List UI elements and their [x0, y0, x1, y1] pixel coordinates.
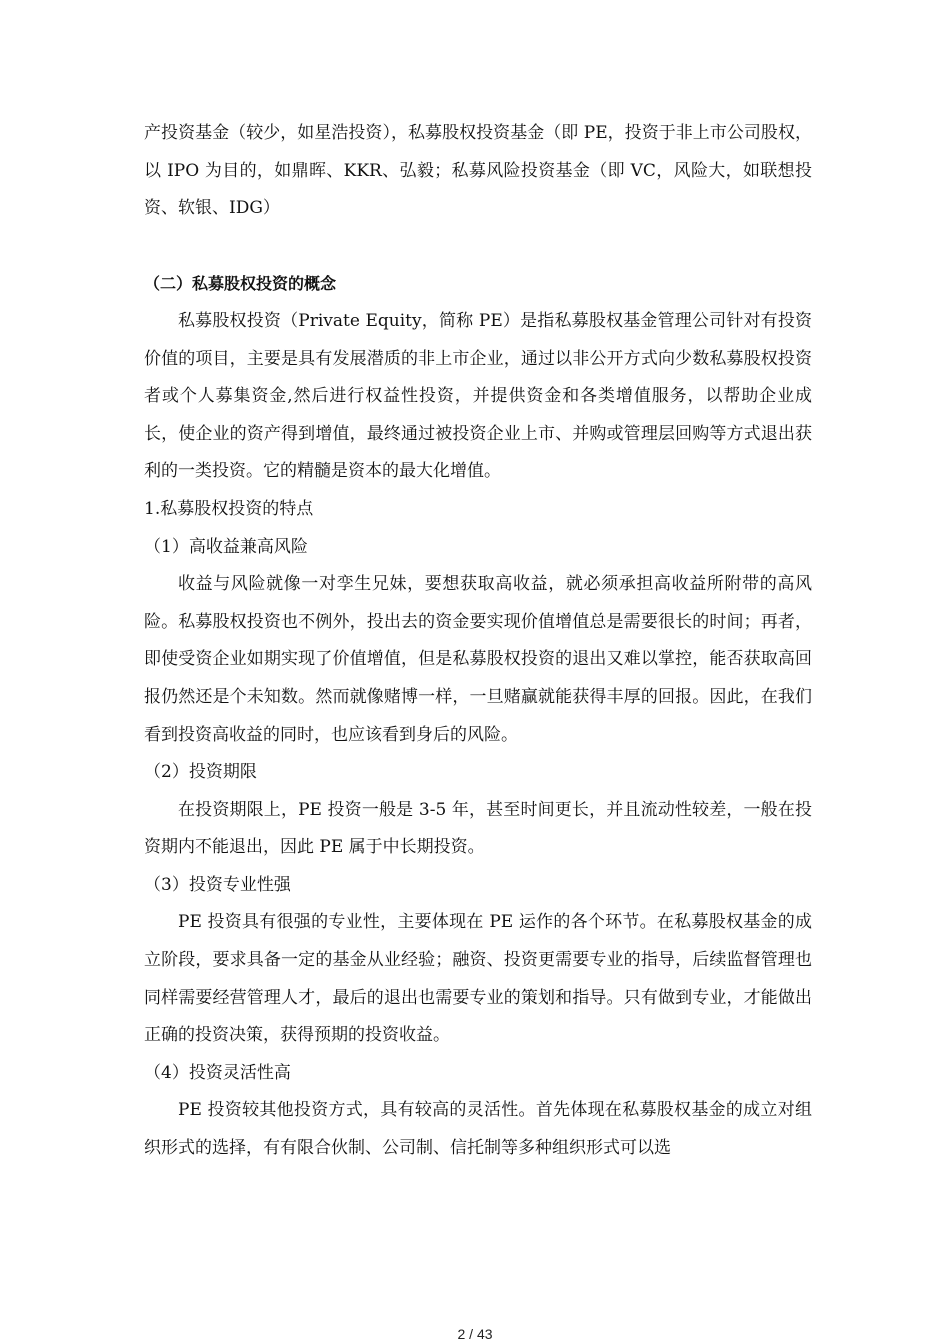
subsection-title: 1.私募股权投资的特点 [144, 498, 314, 519]
item-title-flexibility: （4）投资灵活性高 [144, 1062, 291, 1083]
paragraph-spacer [144, 228, 812, 266]
item-title-investment-period: （2）投资期限 [144, 762, 257, 783]
item-body-professional: PE 投资具有很强的专业性，主要体现在 PE 运作的各个环节。在私募股权基金的成立阶段，要求具备一定的基金从业经验；融资、投资更需要专业的指导，后续监督管理也同样需要经营管理人才，最后的退出也需要专业的策划和指导。只有做到专业，才能做出正确的投资决策，获得预期的投资收益。 [144, 912, 812, 1046]
page-number: 2 / 43 [457, 1326, 493, 1342]
item-title-professional: （3）投资专业性强 [144, 874, 291, 895]
section-heading: （二）私募股权投资的概念 [144, 274, 337, 294]
item-title-high-return: （1）高收益兼高风险 [144, 536, 308, 557]
definition-paragraph: 私募股权投资（Private Equity，简称 PE）是指私募股权基金管理公司针对有投资价值的项目，主要是具有发展潜质的非上市企业，通过以非公开方式向少数私募股权投资者或个人募集资金,然后进行权益性投资，并提供资金和各类增值服务，以帮助企业成长，使企业的资产得到增值，最终通过被投资企业上市、并购或管理层回购等方式退出获利的一类投资。它的精髓是资本的最大化增值。 [144, 310, 812, 482]
item-body-flexibility: PE 投资较其他投资方式，具有较高的灵活性。首先体现在私募股权基金的成立对组织形式的选择，有有限合伙制、公司制、信托制等多种组织形式可以选 [144, 1100, 812, 1159]
item-body-high-return: 收益与风险就像一对孪生兄妹，要想获取高收益，就必须承担高收益所附带的高风险。私募股权投资也不例外，投出去的资金要实现价值增值总是需要很长的时间；再者，即使受资企业如期实现了价值增值，但是私募股权投资的退出又难以掌控，能否获取高回报仍然还是个未知数。然而就像赌博一样，一旦赌赢就能获得丰厚的回报。因此，在我们看到投资高收益的同时，也应该看到身后的风险。 [144, 574, 812, 745]
paragraph-continuation: 产投资基金（较少，如星浩投资），私募股权投资基金（即 PE，投资于非上市公司股权，以 IPO 为目的，如鼎晖、KKR、弘毅；私募风险投资基金（即 VC，风险大，如联想投资、软银、IDG） [144, 123, 812, 219]
page-content [144, 115, 812, 1168]
item-body-investment-period: 在投资期限上，PE 投资一般是 3-5 年，甚至时间更长，并且流动性较差，一般在投资期内不能退出，因此 PE 属于中长期投资。 [144, 799, 812, 858]
